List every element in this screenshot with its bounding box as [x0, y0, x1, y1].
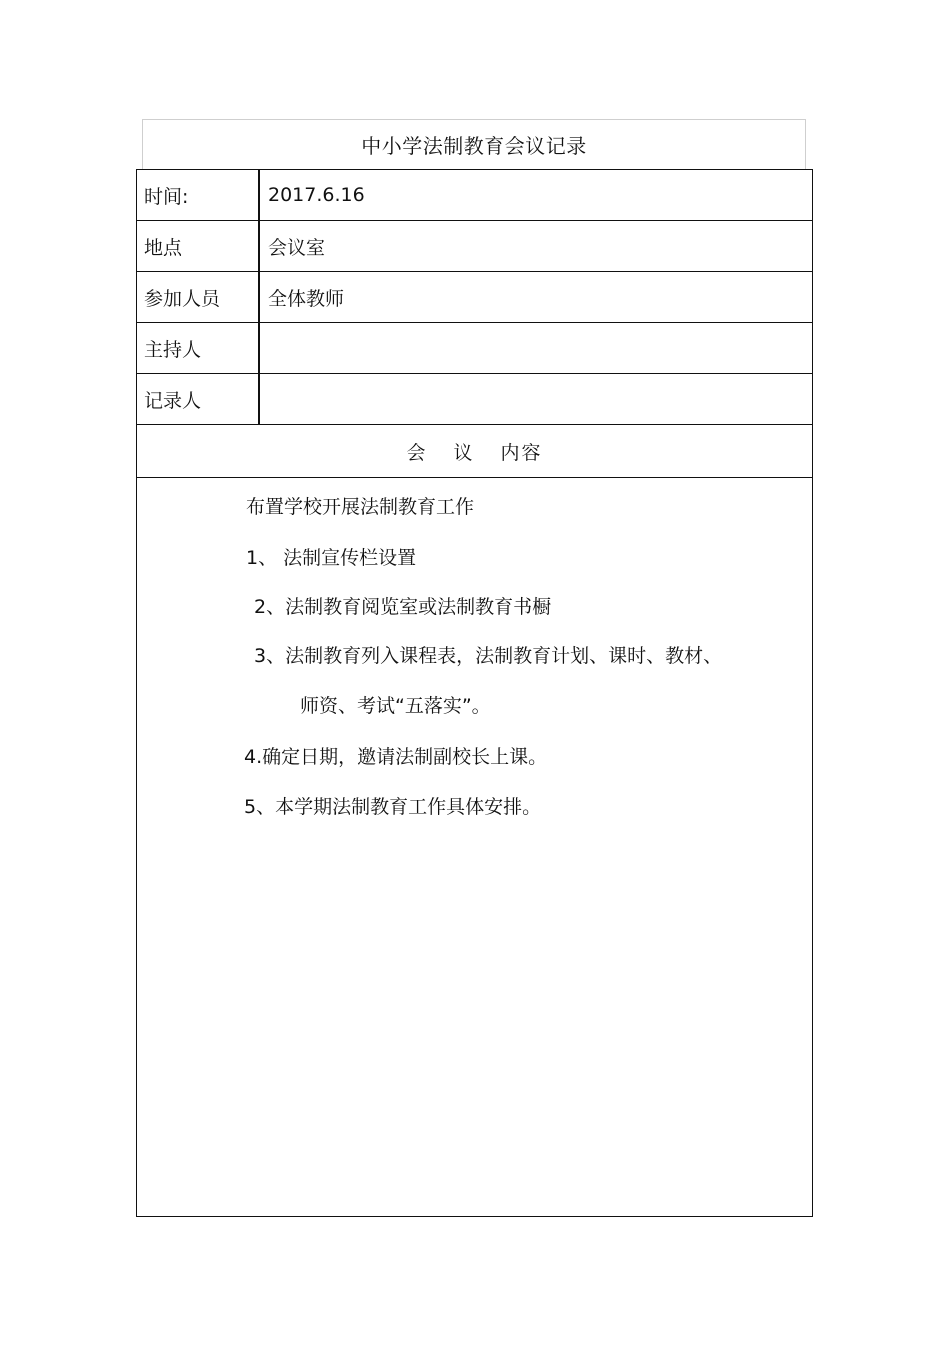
field-value-time: 2017.6.16 — [268, 184, 365, 206]
column-divider — [258, 170, 260, 220]
field-row-recorder — [137, 374, 812, 425]
field-row-attendees — [137, 272, 812, 323]
column-divider — [258, 374, 260, 424]
content-line-item-4: 4.确定日期，邀请法制副校长上课。 — [244, 746, 548, 768]
field-label-attendees: 参加人员 — [144, 287, 221, 310]
field-row-host — [137, 323, 812, 374]
page-title: 中小学法制教育会议记录 — [142, 119, 806, 169]
field-row-location — [137, 221, 812, 272]
field-value-location: 会议室 — [268, 236, 326, 259]
content-line-item-2: 2、法制教育阅览室或法制教育书橱 — [254, 596, 552, 618]
column-divider — [258, 221, 260, 271]
field-label-recorder: 记录人 — [144, 389, 202, 412]
content-line-item-5: 5、本学期法制教育工作具体安排。 — [244, 796, 542, 818]
content-line-item-3-cont: 师资、考试“五落实”。 — [300, 695, 491, 717]
content-line-item-1: 1、 法制宣传栏设置 — [246, 547, 417, 569]
field-label-location: 地点 — [144, 236, 183, 259]
field-label-host: 主持人 — [144, 338, 202, 361]
meeting-record-form — [136, 169, 813, 1217]
column-divider — [258, 272, 260, 322]
field-label-time: 时间: — [144, 185, 189, 208]
content-line-intro: 布置学校开展法制教育工作 — [246, 496, 475, 518]
field-value-attendees: 全体教师 — [268, 287, 345, 310]
content-line-item-3: 3、法制教育列入课程表，法制教育计划、课时、教材、 — [254, 645, 723, 667]
field-row-time — [137, 170, 812, 221]
content-header: 会 议 内容 — [137, 426, 812, 478]
column-divider — [258, 323, 260, 373]
